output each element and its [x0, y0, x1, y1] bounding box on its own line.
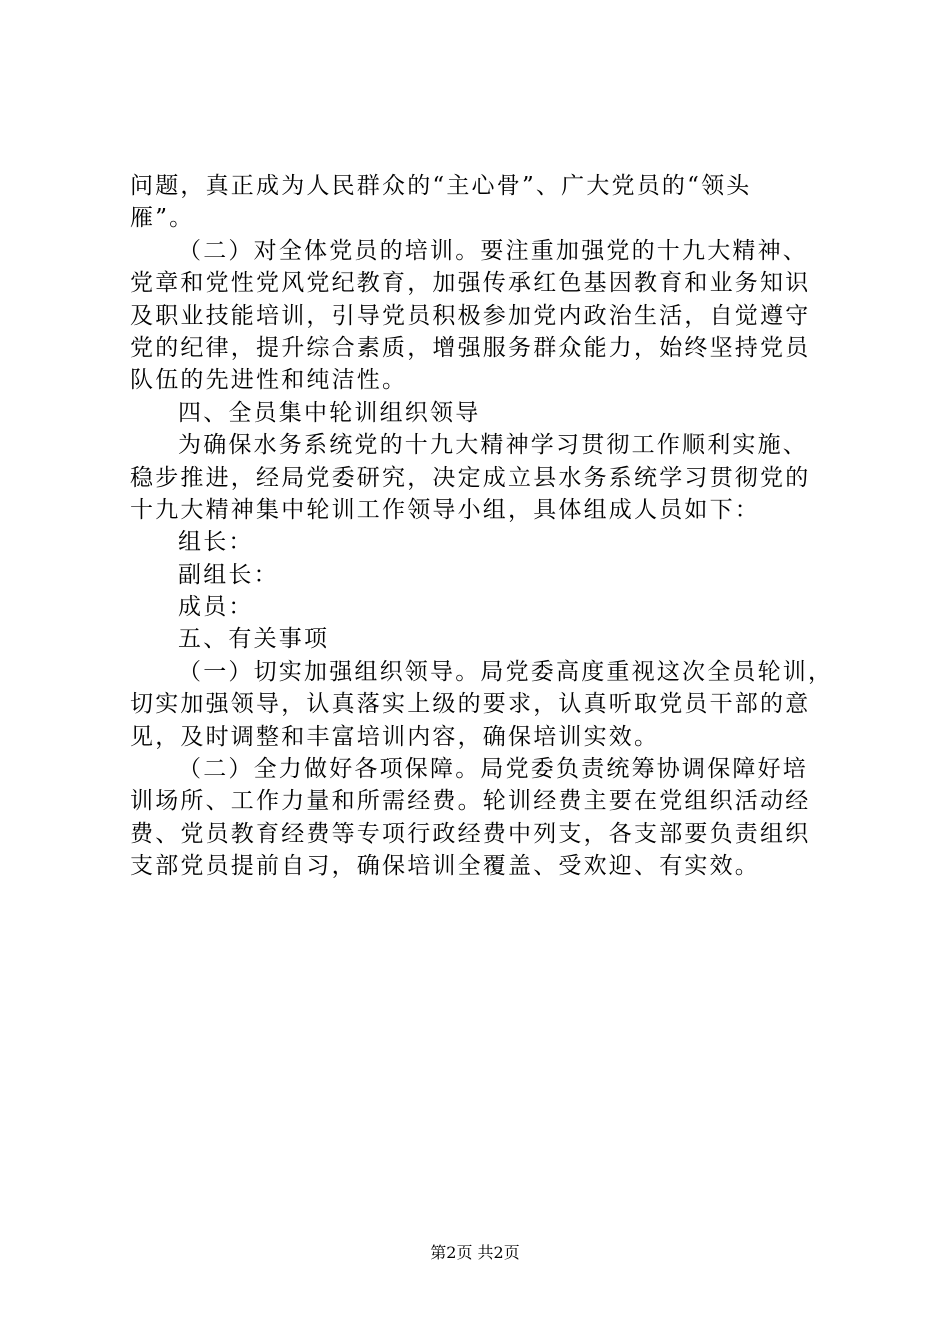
text-line: 费、党员教育经费等专项行政经费中列支，各支部要负责组织 — [130, 820, 811, 847]
text-line: （二）对全体党员的培训。要注重加强党的十九大精神、 — [178, 237, 808, 264]
text-line: 切实加强领导，认真落实上级的要求，认真听取党员干部的意 — [130, 691, 811, 718]
text-line: 十九大精神集中轮训工作领导小组，具体组成人员如下： — [130, 496, 760, 523]
page-footer: 第2页 共2页 — [430, 1243, 520, 1262]
text-line: 成员： — [178, 594, 254, 621]
text-line: 及职业技能培训，引导党员积极参加党内政治生活，自觉遵守 — [130, 302, 811, 329]
text-line: 五、有关事项 — [178, 626, 330, 653]
text-line: 副组长： — [178, 561, 279, 588]
text-line: 为确保水务系统党的十九大精神学习贯彻工作顺利实施、 — [178, 432, 808, 459]
text-line: 雁”。 — [130, 205, 195, 232]
text-line: 组长： — [178, 529, 254, 556]
text-line: 见，及时调整和丰富培训内容，确保培训实效。 — [130, 723, 660, 750]
text-line: 四、全员集中轮训组织领导 — [178, 399, 481, 426]
text-line: 训场所、工作力量和所需经费。轮训经费主要在党组织活动经 — [130, 788, 811, 815]
document-body — [130, 170, 834, 883]
text-line: （二）全力做好各项保障。局党委负责统筹协调保障好培 — [178, 756, 808, 783]
text-line: （一）切实加强组织领导。局党委高度重视这次全员轮训， — [178, 658, 834, 685]
text-line: 问题，真正成为人民群众的“主心骨”、广大党员的“领头 — [130, 173, 752, 199]
text-line: 稳步推进，经局党委研究，决定成立县水务系统学习贯彻党的 — [130, 464, 811, 491]
text-line: 党章和党性党风党纪教育，加强传承红色基因教育和业务知识 — [130, 270, 811, 297]
text-line: 队伍的先进性和纯洁性。 — [130, 367, 408, 394]
text-line: 党的纪律，提升综合素质，增强服务群众能力，始终坚持党员 — [130, 334, 811, 361]
text-line: 支部党员提前自习，确保培训全覆盖、受欢迎、有实效。 — [130, 853, 760, 880]
